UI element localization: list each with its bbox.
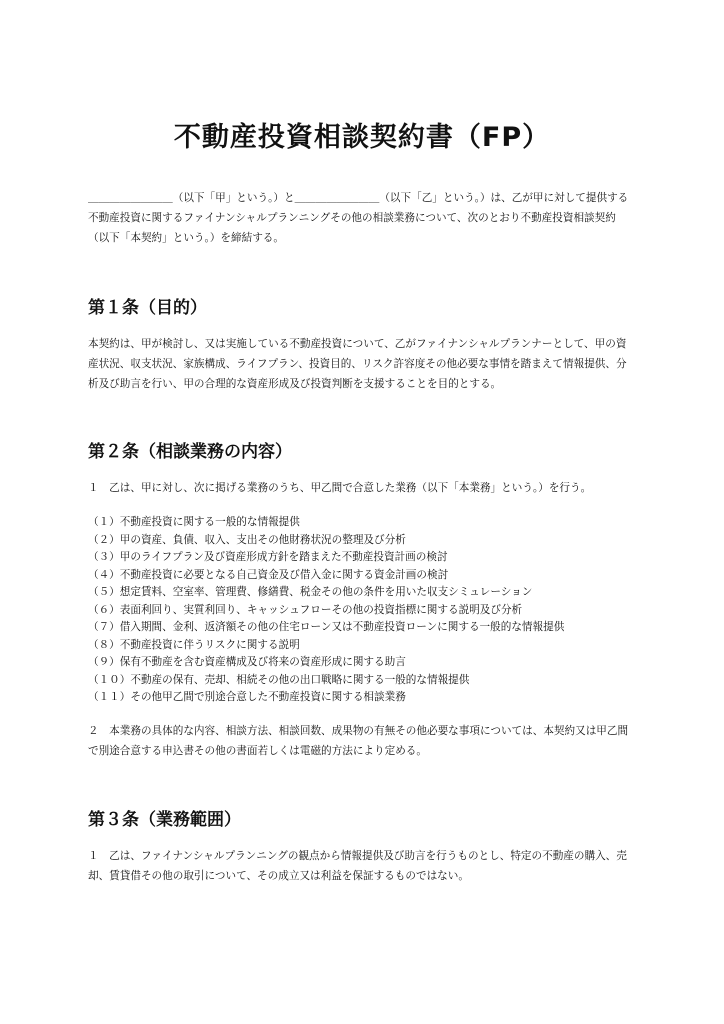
article-3-text: １ 乙は、ファイナンシャルプランニングの観点から情報提供及び助言を行うものとし、特定の不動産の購入、売却、賃貸借その他の取引について、その成立又は利益を保証するものではない。	[88, 849, 627, 882]
article-1	[88, 296, 636, 394]
article-3-heading: 第３条（業務範囲）	[88, 809, 241, 830]
document-title: 不動産投資相談契約書（FP）	[173, 122, 551, 153]
article-1-heading: 第１条（目的）	[88, 298, 207, 318]
list-item: （１１）その他甲乙間で別途合意した不動産投資に関する相談業務	[88, 691, 406, 703]
list-item: （３）甲のライフプラン及び資産形成方針を踏まえた不動産投資計画の検討	[88, 551, 448, 563]
article-3	[88, 808, 636, 886]
article-2-item-list	[88, 514, 636, 707]
article-2-paragraph-2: ２ 本業務の具体的な内容、相談方法、相談回数、成果物の有無その他必要な事項については、本契約又は甲乙間で別途合意する申込書その他の書面若しくは電磁的方法により定める。	[88, 724, 629, 757]
list-item: （２）甲の資産、負債、収入、支出その他財務状況の整理及び分析	[88, 533, 406, 546]
list-item: （６）表面利回り、実質利回り、キャッシュフローその他の投資指標に関する説明及び分析	[88, 603, 523, 616]
list-item: （５）想定賃料、空室率、管理費、修繕費、税金その他の条件を用いた収支シミュレーション	[88, 586, 533, 598]
list-item: （９）保有不動産を含む資産構成及び将来の資産形成に関する助言	[88, 656, 406, 668]
article-2-heading: 第２条（相談業務の内容）	[88, 442, 292, 462]
list-item: （１）不動産投資に関する一般的な情報提供	[88, 516, 300, 528]
article-2-paragraph-1: １ 乙は、甲に対し、次に掲げる業務のうち、甲乙間で合意した業務（以下「本業務」という。）を行う。	[88, 482, 592, 494]
list-item: （８）不動産投資に伴うリスクに関する説明	[88, 638, 300, 651]
list-item: （７）借入期間、金利、返済額その他の住宅ローン又は不動産投資ローンに関する一般的な情報提供	[88, 621, 565, 633]
list-item: （４）不動産投資に必要となる自己資金及び借入金に関する資金計画の検討	[88, 568, 449, 581]
preamble-paragraph: ＿＿＿＿＿＿＿＿（以下「甲」という。）と＿＿＿＿＿＿＿＿（以下「乙」という。）は、乙が甲に対して提供する不動産投資に関するファイナンシャルプランニングその他の相談業務について、次のとおり不動産投資相談契約（以下「本契約」という。）を締結する。	[88, 192, 629, 244]
article-2	[88, 440, 636, 761]
list-item: （１０）不動産の保有、売却、相続その他の出口戦略に関する一般的な情報提供	[88, 673, 470, 686]
article-1-text: 本契約は、甲が検討し、又は実施している不動産投資について、乙がファイナンシャルプランナーとして、甲の資産状況、収支状況、家族構成、ライフプラン、投資目的、リスク許容度その他必要な事情を踏まえて情報提供、分析及び助言を行い、甲の合理的な資産形成及び投資判断を支援することを目的とする。	[88, 338, 627, 390]
